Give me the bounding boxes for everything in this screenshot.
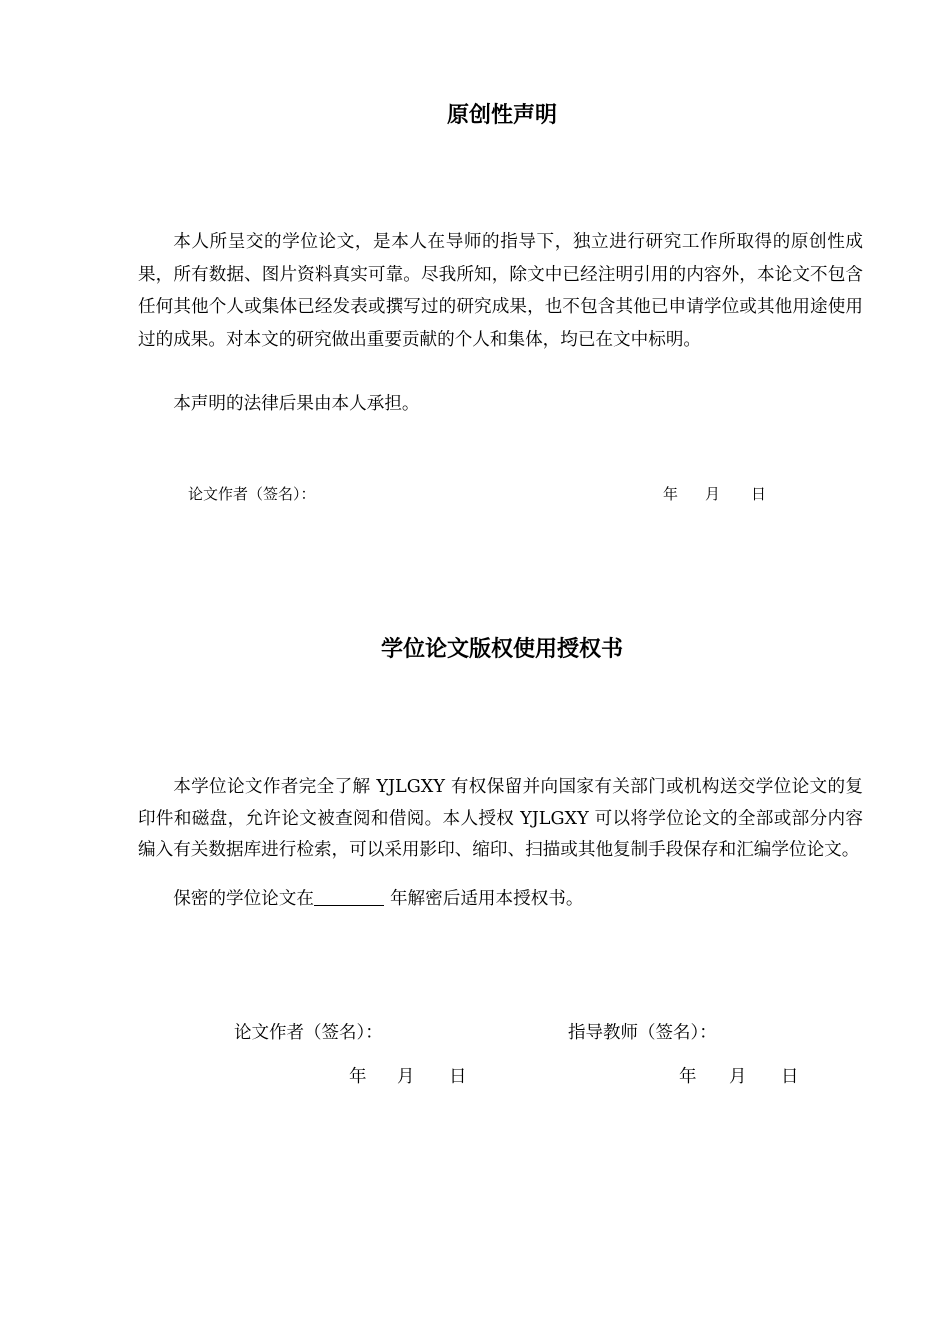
supervisor-date-year: 年	[679, 1067, 697, 1087]
secret-years-blank	[314, 885, 384, 906]
authorization-supervisor-signature-label: 指导教师（签名）：	[568, 1023, 717, 1043]
supervisor-date-month: 月	[729, 1067, 747, 1087]
declaration-liability	[138, 388, 863, 421]
supervisor-date-day: 日	[781, 1067, 799, 1087]
author-date-year: 年	[349, 1067, 367, 1087]
authorization-author-date	[349, 1063, 467, 1088]
declaration-author-signature-label: 论文作者（签名）：	[188, 485, 316, 503]
authorization-body	[138, 772, 863, 867]
declaration-body-text: 本人所呈交的学位论文，是本人在导师的指导下，独立进行研究工作所取得的原创性成果，所有数据、图片资料真实可靠。尽我所知，除文中已经注明引用的内容外，本论文不包含任何其他个人或集体已经发表或撰写过的研究成果，也不包含其他已申请学位或其他用途使用过的成果。对本文的研究做出重要贡献的个人和集体，均已在文中标明。	[138, 232, 863, 350]
authorization-secret-before: 保密的学位论文在	[173, 889, 314, 909]
authorization-secret-after: 年解密后适用本授权书。	[389, 889, 584, 909]
declaration-date-day: 日	[751, 485, 767, 503]
declaration-liability-text: 本声明的法律后果由本人承担。	[173, 394, 420, 414]
authorization-supervisor-date	[679, 1063, 799, 1088]
declaration-date	[663, 483, 766, 504]
authorization-body-text: 本学位论文作者完全了解 YJLGXY 有权保留并向国家有关部门或机构送交学位论文的复印件和磁盘，允许论文被查阅和借阅。本人授权 YJLGXY 可以将学位论文的全部或部分内容编入有关数据库进行检索，可以采用影印、缩印、扫描或其他复制手段保存和汇编学位论文。	[138, 777, 863, 860]
authorization-author-signature-label: 论文作者（签名）：	[234, 1023, 383, 1043]
declaration-date-year: 年	[663, 485, 679, 503]
author-date-month: 月	[397, 1067, 415, 1087]
declaration-title: 原创性声明	[446, 103, 557, 128]
author-date-day: 日	[449, 1067, 467, 1087]
declaration-body	[138, 226, 863, 356]
authorization-title: 学位论文版权使用授权书	[380, 637, 623, 662]
declaration-date-month: 月	[705, 485, 721, 503]
authorization-secret	[138, 883, 863, 916]
